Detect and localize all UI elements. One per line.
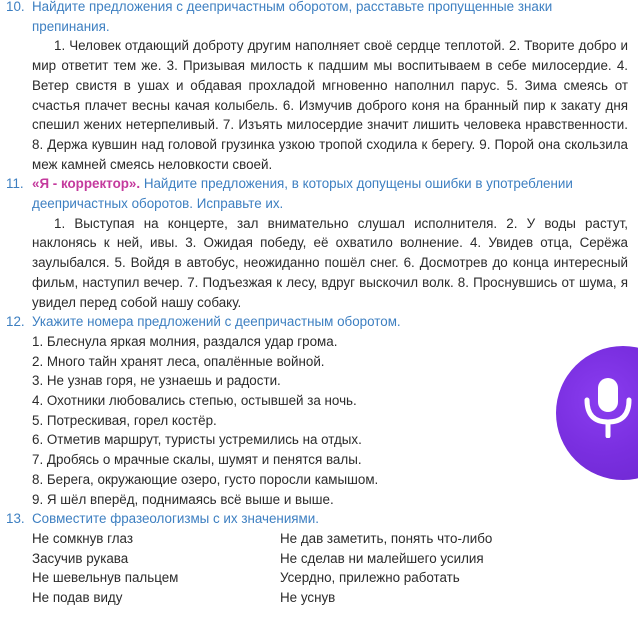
idiom: Засучив рукава bbox=[32, 550, 129, 566]
microphone-icon bbox=[580, 376, 636, 438]
idiom-row bbox=[32, 549, 638, 569]
task-number: 13. bbox=[6, 511, 25, 527]
idiom-meaning: Не сделав ни малейшего усилия bbox=[280, 550, 484, 566]
idiom: Не сомкнув глаз bbox=[32, 530, 133, 546]
idiom-row bbox=[32, 529, 638, 549]
task-text: 1. Человек отдающий доброту другим наполняет своё сердце теплотой. 2. Творите добро и мир ответит тем же. 3. Призывая милость к падшим мы воспитываем в себе милосердие. 4. Ветер свистя в ушах и обдавая прохладой мгновенно наполнил парус. 5. Зима смеясь от счастья плачет весны качая колыбель. 6. Измучив доброго коня на бранный пир к закату дня спешил жених нетерпеливый. 7. Изъять милосердие значит лишить человека нравственности. 8. Держа кувшин над головой грузинка узкою тропой сходила к берегу. 9. Порой она скользила меж камней смеясь неловкости своей. bbox=[32, 38, 628, 172]
task-heading-text: Найдите предложения, в которых допущены ошибки в употреблении деепричастных оборотов. Исправьте их. bbox=[32, 176, 573, 212]
list-item: 9. Я шёл вперёд, поднимаясь всё выше и выше. bbox=[32, 491, 334, 507]
list-item: 6. Отметив маршрут, туристы устремились на отдых. bbox=[32, 432, 362, 448]
task-highlight: «Я - корректор». bbox=[32, 176, 141, 192]
sentence-list bbox=[32, 332, 638, 509]
idiom-row bbox=[32, 588, 638, 608]
list-item: 2. Много тайн хранят леса, опалённые войной. bbox=[32, 353, 325, 369]
idiom-meaning: Не дав заметить, понять что-либо bbox=[280, 530, 493, 546]
list-item: 4. Охотники любовались степью, остывшей за ночь. bbox=[32, 393, 357, 409]
list-item: 3. Не узнав горя, не узнаешь и радости. bbox=[32, 373, 281, 389]
task-heading: Укажите номера предложений с деепричастным оборотом. bbox=[32, 314, 401, 330]
idiom-meaning: Не уснув bbox=[280, 590, 336, 606]
idiom: Не шевельнув пальцем bbox=[32, 570, 179, 586]
task-10 bbox=[0, 0, 638, 174]
task-heading: Найдите предложения с деепричастным оборотом, расставьте пропущенные знаки препинания. bbox=[32, 0, 553, 34]
task-number: 11. bbox=[6, 176, 24, 192]
idiom-row bbox=[32, 568, 638, 588]
task-12 bbox=[0, 312, 638, 509]
task-11 bbox=[0, 174, 638, 312]
task-heading: Совместите фразеологизмы с их значениями. bbox=[32, 511, 319, 527]
idiom-meaning: Усердно, прилежно работать bbox=[280, 570, 460, 586]
task-number: 12. bbox=[6, 314, 25, 330]
idiom-pairs bbox=[32, 529, 638, 608]
list-item: 1. Блеснула яркая молния, раздался удар грома. bbox=[32, 333, 338, 349]
task-13 bbox=[0, 509, 638, 607]
list-item: 7. Дробясь о мрачные скалы, шумят и пенятся валы. bbox=[32, 452, 362, 468]
list-item: 8. Берега, окружающие озеро, густо поросли камышом. bbox=[32, 471, 379, 487]
task-heading bbox=[32, 174, 626, 213]
idiom: Не подав виду bbox=[32, 590, 123, 606]
task-number: 10. bbox=[6, 0, 25, 14]
task-text: 1. Выступая на концерте, зал внимательно слушал исполнителя. 2. У воды растут, наклонясь к ней, ивы. 3. Ожидая победу, её охватило волнение. 4. Увидев отца, Серёжа заулыбался. 5. Войдя в автобус, неожиданно пошёл снег. 6. Досмотрев до конца интересный фильм, наступил вечер. 7. Подъезжая к лесу, вдруг выскочил волк. 8. Проснувшись от шума, я увидел перед собой нашу собаку. bbox=[32, 215, 628, 310]
list-item: 5. Потрескивая, горел костёр. bbox=[32, 412, 217, 428]
